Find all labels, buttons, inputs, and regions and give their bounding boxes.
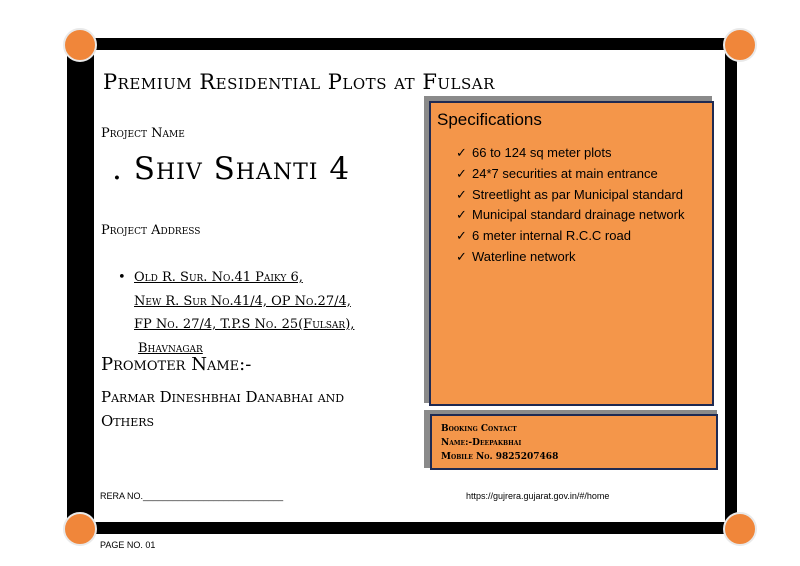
specifications-list [456,143,684,268]
address-line-4: Bhavnagar [138,340,203,356]
list-item [456,226,684,247]
booking-contact-heading: Booking Contact [441,424,517,434]
rera-number: RERA NO.____________________________ [100,491,284,501]
check-icon: ✓ [456,186,467,202]
specifications-title: Specifications [437,110,542,129]
promoter-name: Parmar Dineshbhai Danabhai and Others [101,388,345,430]
address-bullet: • [118,270,126,285]
address-line-3: FP No. 27/4, T.P.S No. 25(Fulsar), [134,317,355,332]
check-icon: ✓ [456,207,467,223]
check-icon: ✓ [456,248,467,264]
corner-circle-bottom-right [723,512,757,546]
list-item [456,164,684,185]
corner-circle-top-left [63,28,97,62]
spec-item-text: Streetlight as par Municipal standard [472,186,684,202]
list-item [456,185,684,206]
corner-circle-bottom-left [63,512,97,546]
spec-item-text: 6 meter internal R.C.C road [472,228,631,244]
frame-left-bar [67,48,94,528]
spec-item-text: 24*7 securities at main entrance [472,165,658,181]
project-address-label: Project Address [101,223,201,238]
address-line-1: Old R. Sur. No.41 Paiky 6, [134,270,303,285]
check-icon: ✓ [456,165,467,181]
list-item [456,143,684,164]
frame-bottom-bar [74,522,734,534]
document-title: Premium Residential Plots at Fulsar [103,70,495,94]
project-name: . Shiv Shanti 4 [112,151,351,187]
page-number: PAGE NO. 01 [100,540,156,550]
corner-circle-top-right [723,28,757,62]
check-icon: ✓ [456,228,467,244]
project-address [118,266,354,360]
list-item [456,247,684,268]
spec-item-text: Waterline network [472,248,576,264]
booking-contact-box [430,414,718,470]
project-name-label: Project Name [101,126,185,141]
frame-right-bar [725,48,737,528]
check-icon: ✓ [456,145,467,160]
frame-top-bar [74,38,734,50]
list-item [456,205,684,226]
address-line-2: New R. Sur No.41/4, OP No.27/4, [134,293,351,309]
booking-contact-name: Name:-Deepakbhai [441,438,522,448]
promoter-label: Promoter Name:- [101,354,252,375]
spec-item-text: 66 to 124 sq meter plots [472,145,612,160]
rera-url: https://gujrera.gujarat.gov.in/#/home [466,491,610,501]
booking-contact-mobile: Mobile No. 9825207468 [441,452,559,462]
spec-item-text: Municipal standard drainage network [472,207,685,223]
